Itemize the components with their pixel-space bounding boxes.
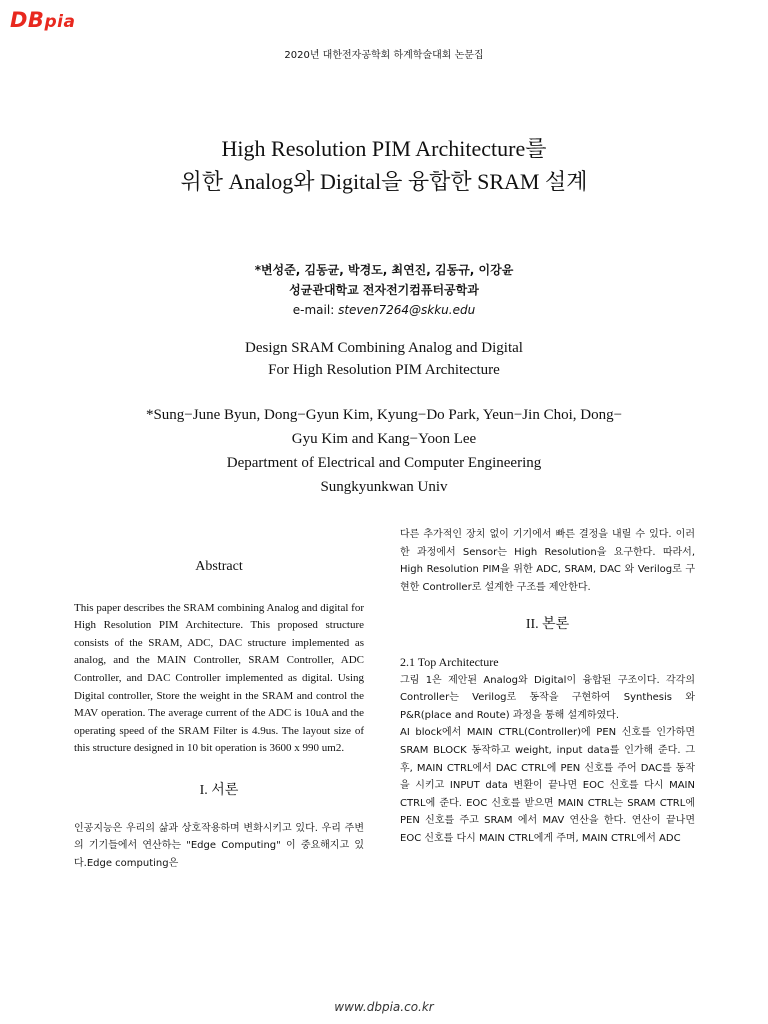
dbpia-logo <box>10 8 75 32</box>
korean-author-names: *변성준, 김동균, 박경도, 최연진, 김동규, 이강윤 <box>254 263 514 277</box>
right-column <box>400 526 695 848</box>
english-department: Department of Electrical and Computer Engineering <box>226 455 542 471</box>
abstract-text: This paper describes the SRAM combining Analog and digital for High Resolution PIM Architecture. This proposed structure consists of the SRAM, ADC, DAC structure implemented as analog, and the MAIN Controller, SRAM Controller, ADC Controller, and DAC Controller implemented as digital. Using Digital controller, Store the weight in the SRAM and control the MAV operation. The average current of the ADC is 10uA and the operating speed of the SRAM Filter is 4.9us. The layout size of this structure designed in 10 bit operation is 3600 x 990 um2. <box>74 601 364 755</box>
running-head: 2020년 대한전자공학회 하계학술대회 논문집 <box>284 50 484 61</box>
english-university: Sungkyunkwan Univ <box>320 479 448 495</box>
email-address: steven7264@skku.edu <box>338 303 476 317</box>
section-2-paragraph-2: AI block에서 MAIN CTRL(Controller)에 PEN 신호를 인가하면 SRAM BLOCK 동작하고 weight, input data를 인가해 준다. 그 후, MAIN CTRL에서 DAC CTRL에 PEN 신호를 주어 DAC를 동작을 시키고 INPUT data 변환이 끝나면 EOC 신호를 다시 MAIN CTRL에 준다. EOC 신호를 받으면 MAIN CTRL는 SRAM CTRL에 PEN 신호를 주고 SRAM 에서 MAV 연산을 한다. 연산이 끝나면 EOC 신호를 다시 MAIN CTRL에게 주며, MAIN CTRL에서 ADC <box>400 727 695 844</box>
abstract-heading: Abstract <box>195 559 243 574</box>
title-line-2: 위한 Analog와 Digital을 융합한 SRAM 설계 <box>180 169 588 194</box>
korean-affiliation: 성균관대학교 전자전기컴퓨터공학과 <box>289 283 479 297</box>
section-1-text: 인공지능은 우리의 삶과 상호작용하며 변화시키고 있다. 우리 주변의 기기들에서 연산하는 "Edge Computing" 이 중요해지고 있다.Edge computing은 <box>74 822 364 869</box>
left-column <box>74 558 364 872</box>
section-2-heading: II. 본론 <box>525 617 570 633</box>
logo-pia: pia <box>44 12 76 32</box>
intro-continuation: 다른 추가적인 장치 없이 기기에서 빠른 결정을 내릴 수 있다. 이러한 과정에서 Sensor는 High Resolution을 요구한다. 따라서, High Resolution PIM을 위한 ADC, SRAM, DAC 와 Verilog로 구현한 Controller로 설계한 구조를 제안한다. <box>400 529 695 593</box>
subsection-heading: 2.1 Top Architecture <box>400 654 499 669</box>
korean-author-block <box>0 260 768 320</box>
english-title-line-2: For High Resolution PIM Architecture <box>268 362 500 378</box>
email-line <box>0 300 768 320</box>
title-line-1: High Resolution PIM Architecture를 <box>221 136 547 161</box>
logo-db: DB <box>10 8 45 32</box>
english-authors-line-1: *Sung−June Byun, Dong−Gyun Kim, Kyung−Do Park, Yeun−Jin Choi, Dong− <box>145 407 623 423</box>
english-authors-line-2: Gyu Kim and Kang−Yoon Lee <box>291 431 477 447</box>
english-author-block <box>0 403 768 499</box>
section-1-heading: I. 서론 <box>199 782 239 798</box>
english-title <box>0 337 768 381</box>
footer-url: www.dbpia.co.kr <box>334 1000 434 1014</box>
email-label: e-mail: <box>292 303 339 317</box>
paper-title <box>84 132 684 198</box>
section-2-paragraph-1: 그림 1은 제안된 Analog와 Digital이 융합된 구조이다. 각각의 Controller는 Verilog로 동작을 구현하여 Synthesis 와 P&R(place and Route) 과정을 통해 설계하였다. <box>400 674 695 721</box>
english-title-line-1: Design SRAM Combining Analog and Digital <box>245 340 523 356</box>
